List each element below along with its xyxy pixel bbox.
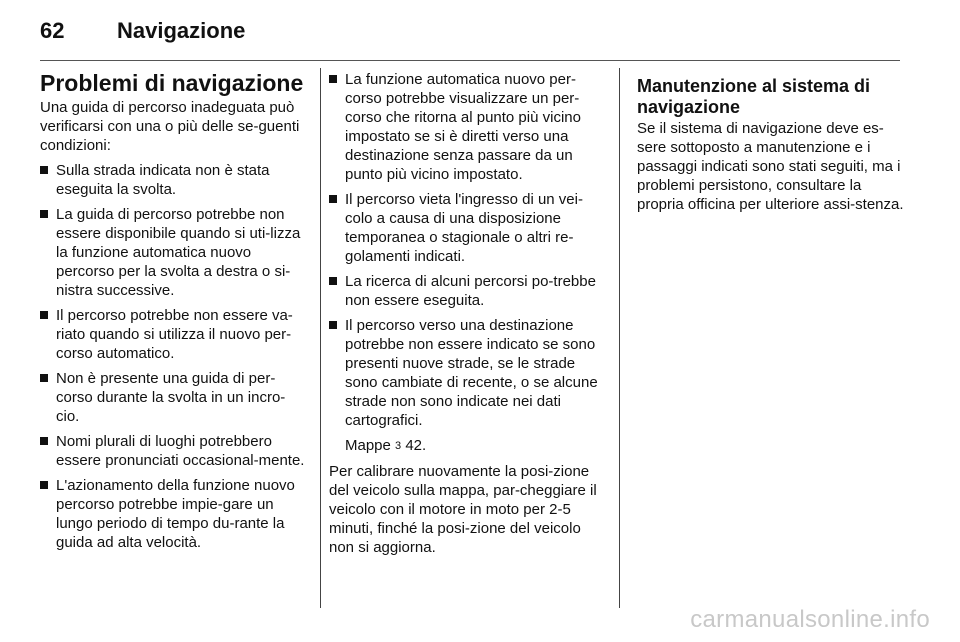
bullet-text: Il percorso potrebbe non essere va-riato quando si utilizza il nuovo per-corso automatico.	[56, 307, 293, 362]
list-item	[40, 161, 308, 199]
square-bullet-icon	[40, 311, 48, 319]
page-number: 62	[40, 18, 65, 43]
square-bullet-icon	[40, 210, 48, 218]
list-item	[40, 476, 308, 552]
square-bullet-icon	[40, 437, 48, 445]
square-bullet-icon	[40, 166, 48, 174]
bullet-text: Nomi plurali di luoghi potrebbero essere pronunciati occasional-mente.	[56, 433, 305, 469]
square-bullet-icon	[329, 75, 337, 83]
square-bullet-icon	[40, 481, 48, 489]
column-navigation-problems-continued	[329, 70, 607, 557]
list-item	[329, 190, 607, 266]
calibration-paragraph: Per calibrare nuovamente la posi-zione del veicolo sulla mappa, par-cheggiare il veicolo con il motore in moto per 2-5 minuti, finché la posi-zione del veicolo non si aggiorna.	[329, 463, 597, 556]
list-item	[40, 432, 308, 470]
bullet-text: La ricerca di alcuni percorsi po-trebbe non essere eseguita.	[345, 273, 596, 309]
list-item	[40, 306, 308, 363]
list-item	[40, 205, 308, 300]
column-divider-right	[619, 68, 620, 608]
intro-paragraph: Una guida di percorso inadeguata può verificarsi con una o più delle se-guenti condizioni:	[40, 99, 300, 154]
cross-reference-maps[interactable]	[329, 436, 607, 456]
bullet-text: Il percorso verso una destinazione potrebbe non essere indicato se sono presenti nuove strade, se le strade sono cambiate di recente, o se alcune strade non sono indicate nei dati cartografici.	[345, 317, 598, 429]
cross-reference-label: Mappe	[345, 437, 391, 454]
page-reference-arrow-icon: 3	[395, 440, 402, 452]
square-bullet-icon	[329, 195, 337, 203]
bullet-text: Il percorso vieta l'ingresso di un vei-colo a causa di una disposizione temporanea o stagionale o altri re-golamenti indicati.	[345, 191, 583, 265]
list-item	[329, 316, 607, 430]
watermark: carmanualsonline.info	[690, 606, 930, 633]
list-item	[329, 272, 607, 310]
list-item	[329, 70, 607, 184]
square-bullet-icon	[329, 277, 337, 285]
column-system-maintenance	[637, 76, 905, 214]
bullet-text: Non è presente una guida di per-corso durante la svolta in un incro-cio.	[56, 370, 286, 425]
bullet-text: Sulla strada indicata non è stata eseguita la svolta.	[56, 162, 270, 198]
section-title-maintenance: Manutenzione al sistema di navigazione	[637, 76, 871, 117]
cross-reference-page: 42.	[405, 437, 427, 454]
column-divider-left	[320, 68, 321, 608]
square-bullet-icon	[40, 374, 48, 382]
bullet-text: La funzione automatica nuovo per-corso potrebbe visualizzare un per-corso che ritorna al punto più vicino impostato se si è diretti verso una destinazione senza passare da un punto più vicino impostato.	[345, 71, 581, 183]
maintenance-paragraph: Se il sistema di navigazione deve es-sere sottoposto a manutenzione e i passaggi indicati sono stati seguiti, ma i problemi persistono, consultare la propria officina per ulteriore assi-stenza.	[637, 120, 904, 213]
bullet-text: La guida di percorso potrebbe non essere disponibile quando si uti-lizza la funzione automatica nuovo percorso per la svolta a destra o si-nistra successive.	[56, 206, 301, 299]
list-item	[40, 369, 308, 426]
bullet-text: L'azionamento della funzione nuovo percorso potrebbe impie-gare un lungo periodo di tempo du-rante la guida ad alta velocità.	[56, 477, 295, 551]
header-rule	[40, 60, 900, 61]
square-bullet-icon	[329, 321, 337, 329]
section-title-navigation-problems: Problemi di navigazione	[40, 70, 304, 96]
column-navigation-problems	[40, 70, 308, 558]
page-heading: Navigazione	[117, 18, 246, 43]
